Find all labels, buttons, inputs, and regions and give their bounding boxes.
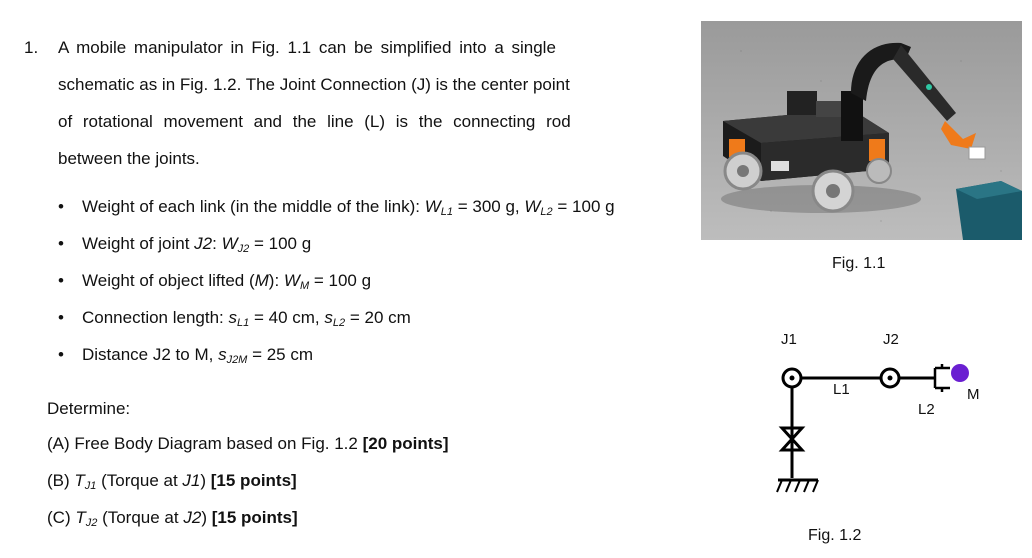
arm-base xyxy=(841,91,863,141)
label-j2: J2 xyxy=(883,331,899,348)
label-m: M xyxy=(967,386,980,403)
var: W xyxy=(424,197,441,216)
object-ref: M xyxy=(254,271,269,290)
value: = 100 g xyxy=(552,197,615,216)
task-text: (Torque at xyxy=(97,508,184,527)
bullet-object-weight xyxy=(58,271,372,292)
label-l2: L2 xyxy=(918,401,935,418)
bullet-distance xyxy=(58,345,314,366)
wheel xyxy=(725,153,761,189)
label-l1: L1 xyxy=(833,381,850,398)
task-c xyxy=(47,508,298,529)
value: = 300 g, xyxy=(453,197,525,216)
object-m xyxy=(951,364,969,382)
bullet-connection-length xyxy=(58,308,411,329)
task-b xyxy=(47,471,297,492)
ground-hatch xyxy=(777,480,818,492)
determine-heading: Determine: xyxy=(47,399,131,418)
gripper-symbol xyxy=(935,364,950,392)
joint-ref: J1 xyxy=(182,471,201,490)
sep: ): xyxy=(268,271,284,290)
schematic-diagram xyxy=(770,350,1000,510)
intro-line-3: of rotational movement and the line (L) is the connecting rod xyxy=(58,112,571,131)
var-sub: J2M xyxy=(226,354,248,366)
intro-line-4: between the joints. xyxy=(58,149,200,168)
task-text: (A) Free Body Diagram based on Fig. 1.2 xyxy=(47,434,363,453)
value: = 25 cm xyxy=(247,345,314,364)
var-sub: J2 xyxy=(237,243,250,255)
task-text: (C) xyxy=(47,508,76,527)
bullet-joint-weight xyxy=(58,234,312,255)
intro-line-1: A mobile manipulator in Fig. 1.1 can be simplified into a single xyxy=(58,38,556,57)
task-text: ) xyxy=(200,471,211,490)
sep: : xyxy=(212,234,222,253)
var: T xyxy=(74,471,85,490)
fig-1-2-caption: Fig. 1.2 xyxy=(808,527,862,544)
fig-1-1-caption: Fig. 1.1 xyxy=(832,255,886,272)
var: W xyxy=(283,271,300,290)
var-sub: L1 xyxy=(440,206,453,218)
var: s xyxy=(324,308,333,327)
task-text: (Torque at xyxy=(96,471,183,490)
wheel xyxy=(813,171,853,211)
bullet-dot: • xyxy=(58,308,64,327)
task-text: (B) xyxy=(47,471,75,490)
bullet-text: Weight of object lifted ( xyxy=(82,271,255,290)
label-j1: J1 xyxy=(781,331,797,348)
bullet-dot: • xyxy=(58,197,64,216)
var: W xyxy=(221,234,238,253)
task-points: [20 points] xyxy=(362,434,449,453)
var-sub: L2 xyxy=(540,206,553,218)
value: = 100 g xyxy=(249,234,312,253)
value: = 40 cm, xyxy=(249,308,325,327)
task-a xyxy=(47,434,449,454)
joint-ref: J2 xyxy=(183,508,202,527)
var: s xyxy=(228,308,237,327)
bullet-dot: • xyxy=(58,234,64,253)
question-number: 1. xyxy=(24,38,39,57)
value: = 100 g xyxy=(309,271,372,290)
task-points: [15 points] xyxy=(211,508,298,527)
task-text: ) xyxy=(201,508,212,527)
bullet-dot: • xyxy=(58,271,64,290)
bullet-dot: • xyxy=(58,345,64,364)
value: = 20 cm xyxy=(345,308,411,327)
var-sub: J1 xyxy=(84,480,97,492)
var: T xyxy=(75,508,86,527)
intro-line-2: schematic as in Fig. 1.2. The Joint Connection (J) is the center point xyxy=(58,75,570,94)
wheel xyxy=(867,159,891,183)
joint-ref: J2 xyxy=(194,234,213,253)
var: W xyxy=(524,197,541,216)
var-sub: L1 xyxy=(237,317,250,329)
var-sub: L2 xyxy=(332,317,346,329)
var: s xyxy=(218,345,227,364)
var-sub: M xyxy=(299,280,310,292)
var-sub: J2 xyxy=(85,517,98,529)
robot-photo xyxy=(701,21,1022,240)
bullet-text: Weight of joint xyxy=(82,234,195,253)
bullet-text: Weight of each link (in the middle of the link): xyxy=(82,197,425,216)
bullet-text: Connection length: xyxy=(82,308,229,327)
bullet-link-weights xyxy=(58,197,615,218)
task-points: [15 points] xyxy=(210,471,297,490)
bullet-text: Distance J2 to M, xyxy=(82,345,219,364)
